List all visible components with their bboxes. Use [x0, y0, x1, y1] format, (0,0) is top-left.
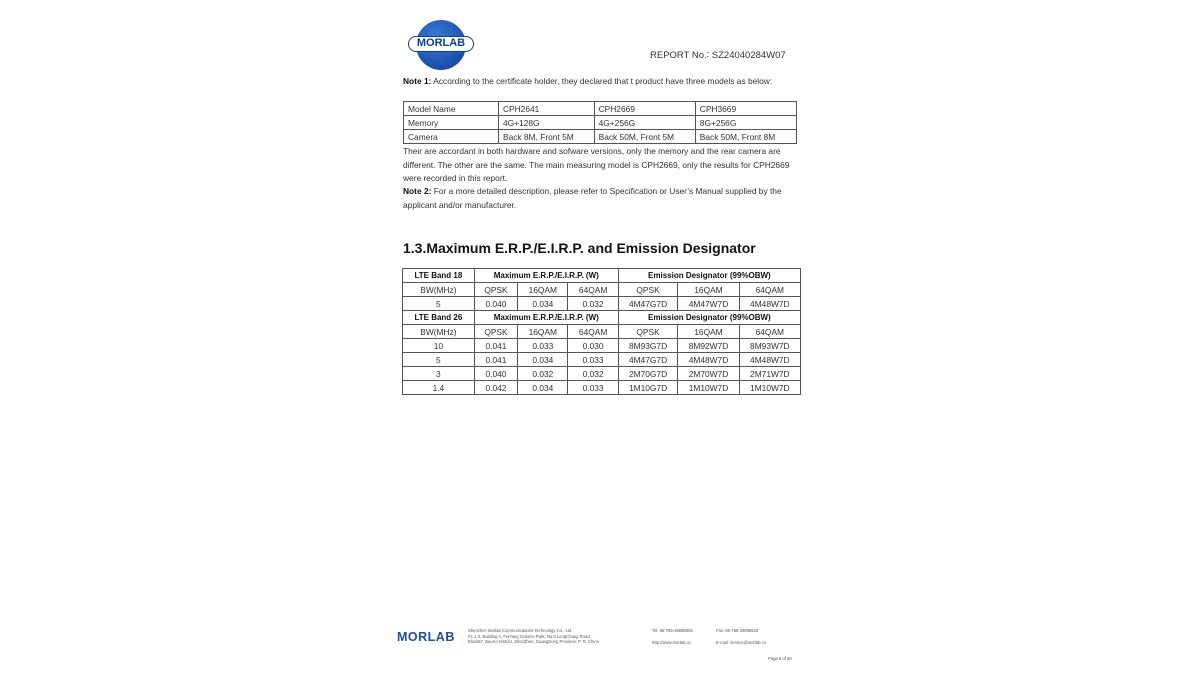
- subheader-cell: QPSK: [474, 283, 517, 297]
- table-cell: 5: [403, 353, 475, 367]
- table-cell: 0.041: [474, 353, 517, 367]
- note-1-text: According to the certificate holder, they declared that t product have three models as below:: [431, 76, 773, 86]
- table-cell: 4G+256G: [594, 116, 695, 130]
- table-cell: 4M47G7D: [618, 297, 678, 311]
- section-title: 1.3.Maximum E.R.P./E.I.R.P. and Emission Designator: [403, 240, 756, 256]
- table-cell: 0.032: [568, 297, 618, 311]
- table-cell: 0.030: [568, 339, 618, 353]
- subheader-cell: 16QAM: [518, 283, 568, 297]
- note-2-label: Note 2:: [403, 186, 432, 196]
- table-cell: 1M10W7D: [739, 381, 800, 395]
- footer-logo: MORLAB: [397, 630, 455, 644]
- emission-designator-header: Emission Designator (99%OBW): [618, 311, 800, 325]
- subheader-cell: 64QAM: [568, 283, 618, 297]
- table-cell: 5: [403, 297, 475, 311]
- table-cell: 8G+256G: [695, 116, 796, 130]
- row-header-cell: Camera: [404, 130, 499, 144]
- footer-tel: Tel: 86-755-36698555: [652, 628, 693, 633]
- table-cell: Back 50M, Front 8M: [695, 130, 796, 144]
- table-cell: CPH2669: [594, 102, 695, 116]
- table-cell: 4M48W7D: [739, 353, 800, 367]
- note-1-label: Note 1:: [403, 76, 432, 86]
- table-cell: 1.4: [403, 381, 475, 395]
- subheader-row: [403, 325, 801, 339]
- table-cell: CPH3669: [695, 102, 796, 116]
- table-cell: 10: [403, 339, 475, 353]
- footer-email: E-mail: service@morlab.cn: [716, 640, 767, 645]
- band-header-row: [403, 269, 801, 283]
- row-header-cell: Memory: [404, 116, 499, 130]
- table-cell: 4M47G7D: [618, 353, 678, 367]
- subheader-cell: 16QAM: [678, 325, 739, 339]
- table-cell: 0.040: [474, 297, 517, 311]
- table-cell: 0.034: [518, 381, 568, 395]
- table-row: [403, 353, 801, 367]
- footer-address-line: Shenzhen Morlab Communications Technology Co., Ltd.: [468, 628, 573, 633]
- table-cell: 0.032: [568, 367, 618, 381]
- row-header-cell: Model Name: [404, 102, 499, 116]
- subheader-cell: 64QAM: [568, 325, 618, 339]
- table-cell: 4M48W7D: [678, 353, 739, 367]
- table-cell: 1M10G7D: [618, 381, 678, 395]
- footer-address-line: Block67, BaoAn District, ShenZhen, GuangDong Province, P. R. China: [468, 639, 599, 644]
- table-cell: 4M48W7D: [739, 297, 800, 311]
- models-paragraph: Their are accordant in both hardware and sofware versions, only the memory and the rear camera are different. The other are the same. The main measuring model is CPH2669, only the results for CPH2669 were recorded in this report.: [403, 146, 790, 183]
- table-cell: 3: [403, 367, 475, 381]
- table-cell: 0.034: [518, 297, 568, 311]
- report-number: REPORT No.∶ SZ24040284W07: [650, 50, 786, 61]
- note-1: [403, 75, 803, 89]
- subheader-cell: BW(MHz): [403, 325, 475, 339]
- table-row: [404, 130, 797, 144]
- note-2: [403, 185, 803, 212]
- table-cell: 0.034: [518, 353, 568, 367]
- band-name: LTE Band 18: [403, 269, 475, 283]
- erp-header: Maximum E.R.P./E.I.R.P. (W): [474, 311, 618, 325]
- subheader-cell: 64QAM: [739, 325, 800, 339]
- subheader-cell: 16QAM: [678, 283, 739, 297]
- table-cell: 4G+128G: [499, 116, 595, 130]
- subheader-cell: QPSK: [618, 325, 678, 339]
- table-row: [403, 367, 801, 381]
- table-row: [403, 339, 801, 353]
- table-cell: Back 50M, Front 5M: [594, 130, 695, 144]
- models-table: [403, 101, 797, 144]
- subheader-cell: QPSK: [474, 325, 517, 339]
- subheader-cell: BW(MHz): [403, 283, 475, 297]
- table-row: [404, 116, 797, 130]
- table-cell: 1M10W7D: [678, 381, 739, 395]
- emission-designator-header: Emission Designator (99%OBW): [618, 269, 800, 283]
- table-cell: 2M71W7D: [739, 367, 800, 381]
- footer-web: http://www.morlab.cn: [652, 640, 691, 645]
- table-cell: 4M47W7D: [678, 297, 739, 311]
- table-cell: 0.032: [518, 367, 568, 381]
- page-number: Page 6 of 60: [768, 656, 792, 661]
- table-cell: 2M70G7D: [618, 367, 678, 381]
- table-cell: 2M70W7D: [678, 367, 739, 381]
- table-cell: 8M93G7D: [618, 339, 678, 353]
- table-row: [403, 381, 801, 395]
- subheader-row: [403, 283, 801, 297]
- morlab-logo: [408, 20, 474, 70]
- table-cell: 8M93W7D: [739, 339, 800, 353]
- logo-text: MORLAB: [408, 36, 474, 52]
- table-cell: 0.042: [474, 381, 517, 395]
- table-cell: 0.033: [568, 381, 618, 395]
- table-cell: Back 8M, Front 5M: [499, 130, 595, 144]
- document-page: [390, 0, 810, 675]
- subheader-cell: 16QAM: [518, 325, 568, 339]
- subheader-cell: QPSK: [618, 283, 678, 297]
- band-name: LTE Band 26: [403, 311, 475, 325]
- table-cell: 0.040: [474, 367, 517, 381]
- footer-address: [468, 628, 628, 645]
- erp-emission-table: [402, 268, 801, 395]
- table-cell: 0.033: [518, 339, 568, 353]
- table-cell: CPH2641: [499, 102, 595, 116]
- footer-fax: Fax: 86-755-36698525: [716, 628, 759, 633]
- page-footer: [390, 624, 810, 664]
- note-2-text: For a more detailed description, please refer to Specification or User’s Manual supplied by the applicant and/or manufacturer.: [403, 186, 782, 210]
- subheader-cell: 64QAM: [739, 283, 800, 297]
- erp-header: Maximum E.R.P./E.I.R.P. (W): [474, 269, 618, 283]
- table-row: [404, 102, 797, 116]
- table-cell: 0.041: [474, 339, 517, 353]
- table-cell: 0.033: [568, 353, 618, 367]
- table-row: [403, 297, 801, 311]
- table-cell: 8M92W7D: [678, 339, 739, 353]
- footer-address-line: FL.1-3, Building A, FeiYang Science Park, No.8 LongChang Road,: [468, 633, 591, 639]
- band-header-row: [403, 311, 801, 325]
